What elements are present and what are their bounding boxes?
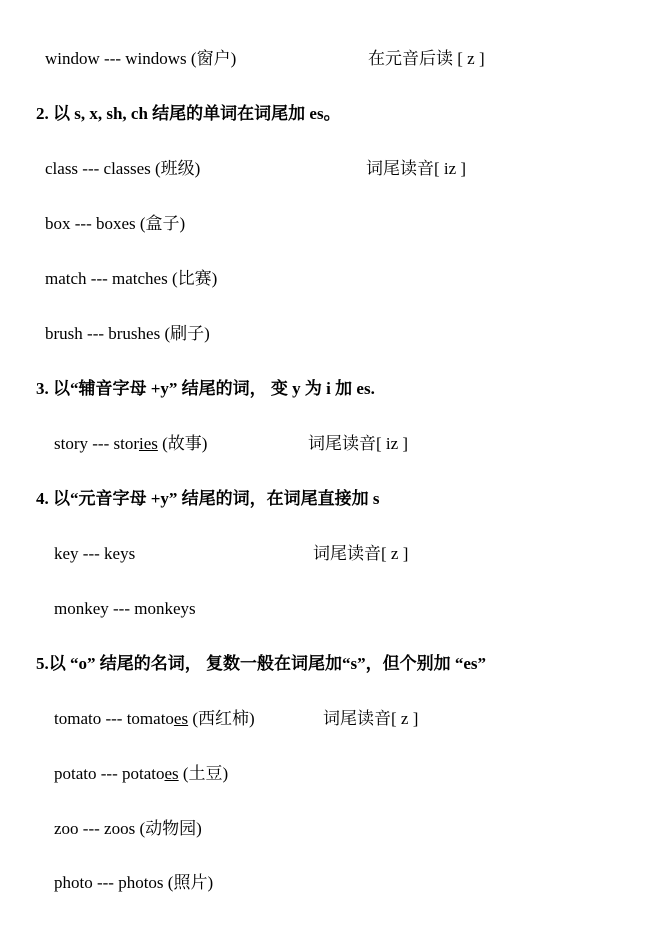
- example-potato-meaning: (土豆): [178, 764, 229, 783]
- example-potato-stem: potato --- potato: [54, 764, 165, 783]
- example-story: [54, 433, 207, 455]
- rule-4-heading: 4. 以“元音字母 +y” 结尾的词，在词尾直接加 s: [36, 489, 380, 508]
- example-potato: [54, 763, 228, 785]
- example-brush: brush --- brushes (刷子): [45, 324, 210, 343]
- example-tomato-meaning: (西红柿): [188, 709, 255, 728]
- pronunciation-note-window: 在元音后读 [ z ]: [368, 49, 485, 68]
- pronunciation-note-key: 词尾读音[ z ]: [313, 544, 409, 563]
- rule-2-heading: 2. 以 s, x, sh, ch 结尾的单词在词尾加 es。: [36, 104, 341, 123]
- rule-5-heading: 5.以 “o” 结尾的名词， 复数一般在词尾加“s”，但个别加 “es”: [36, 654, 487, 673]
- pronunciation-note-class: 词尾读音[ iz ]: [366, 159, 467, 178]
- pronunciation-note-story: 词尾读音[ iz ]: [308, 434, 409, 453]
- example-box: box --- boxes (盒子): [45, 214, 186, 233]
- rule-3-heading: 3. 以“辅音字母 +y” 结尾的词， 变 y 为 i 加 es.: [36, 379, 375, 398]
- example-tomato: [54, 708, 255, 730]
- example-potato-ending: es: [164, 764, 179, 783]
- example-monkey: monkey --- monkeys: [54, 599, 196, 618]
- pronunciation-note-tomato: 词尾读音[ z ]: [323, 709, 419, 728]
- example-class: class --- classes (班级): [45, 159, 201, 178]
- example-window: window --- windows (窗户): [45, 49, 237, 68]
- example-photo: photo --- photos (照片): [54, 873, 214, 892]
- example-story-stem: story --- stor: [54, 434, 139, 453]
- example-story-meaning: (故事): [157, 434, 208, 453]
- example-tomato-stem: tomato --- tomato: [54, 709, 174, 728]
- example-story-ending: ies: [138, 434, 158, 453]
- example-zoo: zoo --- zoos (动物园): [54, 819, 202, 838]
- example-match: match --- matches (比赛): [45, 269, 218, 288]
- example-key: key --- keys: [54, 544, 136, 563]
- example-tomato-ending: es: [173, 709, 189, 728]
